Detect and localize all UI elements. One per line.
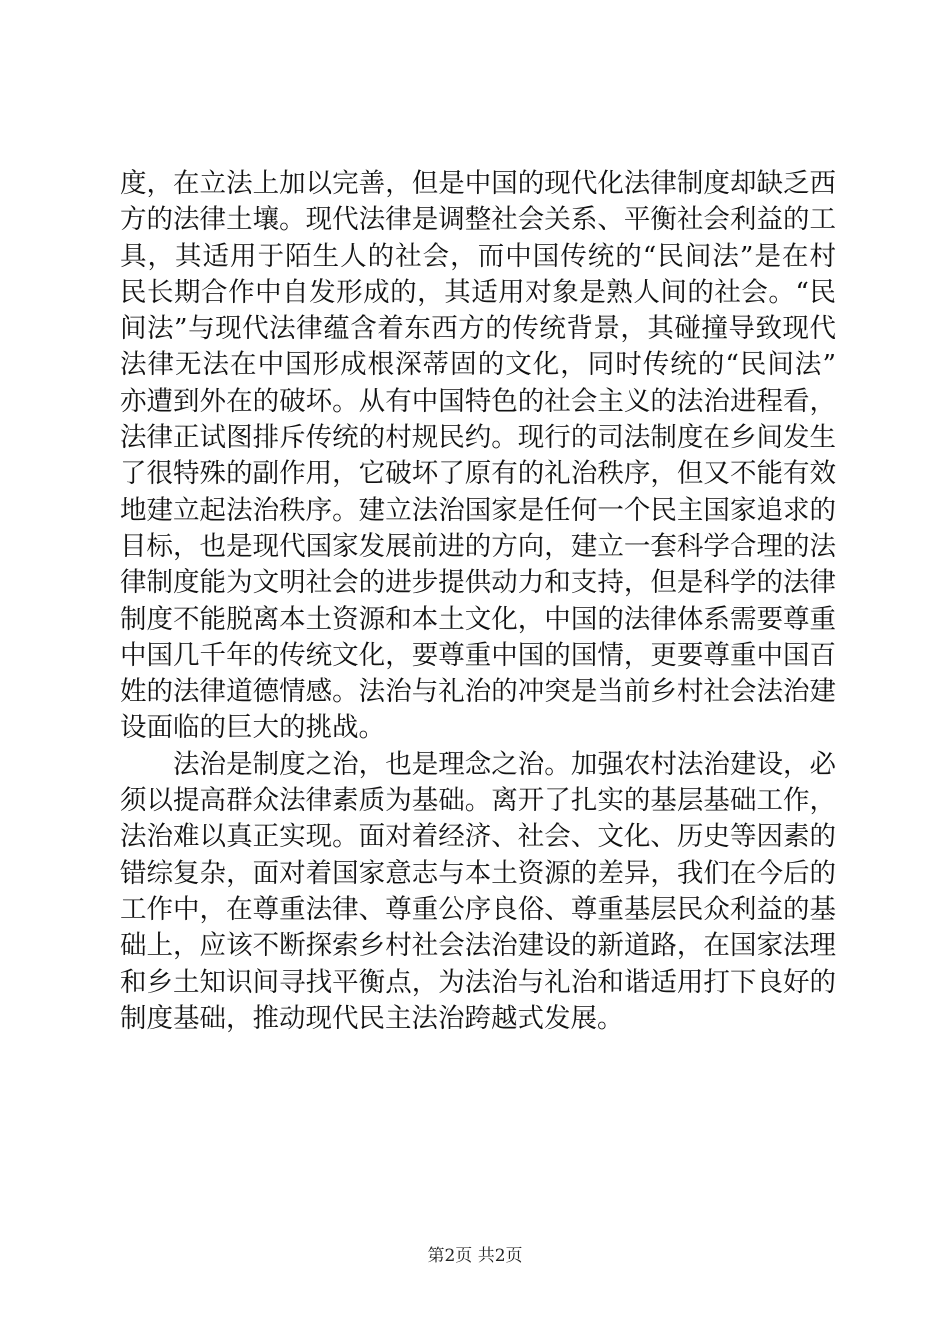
text-line: 错综复杂，面对着国家意志与本土资源的差异，我们在今后的	[120, 857, 836, 889]
text-line: 法治难以真正实现。面对着经济、社会、文化、历史等因素的	[120, 821, 836, 853]
text-line: 须以提高群众法律素质为基础。离开了扎实的基层基础工作，	[120, 785, 836, 817]
text-line: 制度不能脱离本土资源和本土文化，中国的法律体系需要尊重	[120, 603, 836, 635]
text-line: 法律正试图排斥传统的村规民约。现行的司法制度在乡间发生	[120, 422, 836, 454]
text-line: 目标，也是现代国家发展前进的方向，建立一套科学合理的法	[120, 530, 836, 562]
text-line: 和乡土知识间寻找平衡点，为法治与礼治和谐适用打下良好的	[120, 966, 836, 998]
text-line: 律制度能为文明社会的进步提供动力和支持，但是科学的法律	[120, 567, 836, 599]
text-line: 间法”与现代法律蕴含着东西方的传统背景，其碰撞导致现代	[120, 313, 836, 345]
text-line: 度，在立法上加以完善，但是中国的现代化法律制度却缺乏西	[120, 168, 836, 199]
paragraph-2	[120, 747, 836, 1037]
text-line: 具，其适用于陌生人的社会，而中国传统的“民间法”是在村	[120, 240, 836, 272]
text-line: 了很特殊的副作用，它破坏了原有的礼治秩序，但又不能有效	[120, 458, 836, 490]
text-line: 法律无法在中国形成根深蒂固的文化，同时传统的“民间法”	[120, 349, 836, 381]
page-number-footer: 第2页 共2页	[427, 1246, 523, 1266]
text-line: 制度基础，推动现代民主法治跨越式发展。	[120, 1002, 624, 1034]
text-line: 础上，应该不断探索乡村社会法治建设的新道路，在国家法理	[120, 930, 836, 962]
text-line: 工作中，在尊重法律、尊重公序良俗、尊重基层民众利益的基	[120, 893, 836, 925]
text-line: 中国几千年的传统文化，要尊重中国的国情，更要尊重中国百	[120, 639, 836, 671]
text-line: 亦遭到外在的破坏。从有中国特色的社会主义的法治进程看，	[120, 385, 836, 417]
text-line: 地建立起法治秩序。建立法治国家是任何一个民主国家追求的	[120, 494, 836, 526]
text-line: 民长期合作中自发形成的，其适用对象是熟人间的社会。“民	[120, 276, 836, 308]
text-line: 法治是制度之治，也是理念之治。加强农村法治建设，必	[120, 748, 836, 780]
text-line: 方的法律土壤。现代法律是调整社会关系、平衡社会利益的工	[120, 204, 836, 236]
paragraph-1	[120, 166, 836, 747]
document-body	[120, 166, 836, 1037]
text-line: 设面临的巨大的挑战。	[120, 712, 385, 744]
text-line: 姓的法律道德情感。法治与礼治的冲突是当前乡村社会法治建	[120, 676, 836, 708]
